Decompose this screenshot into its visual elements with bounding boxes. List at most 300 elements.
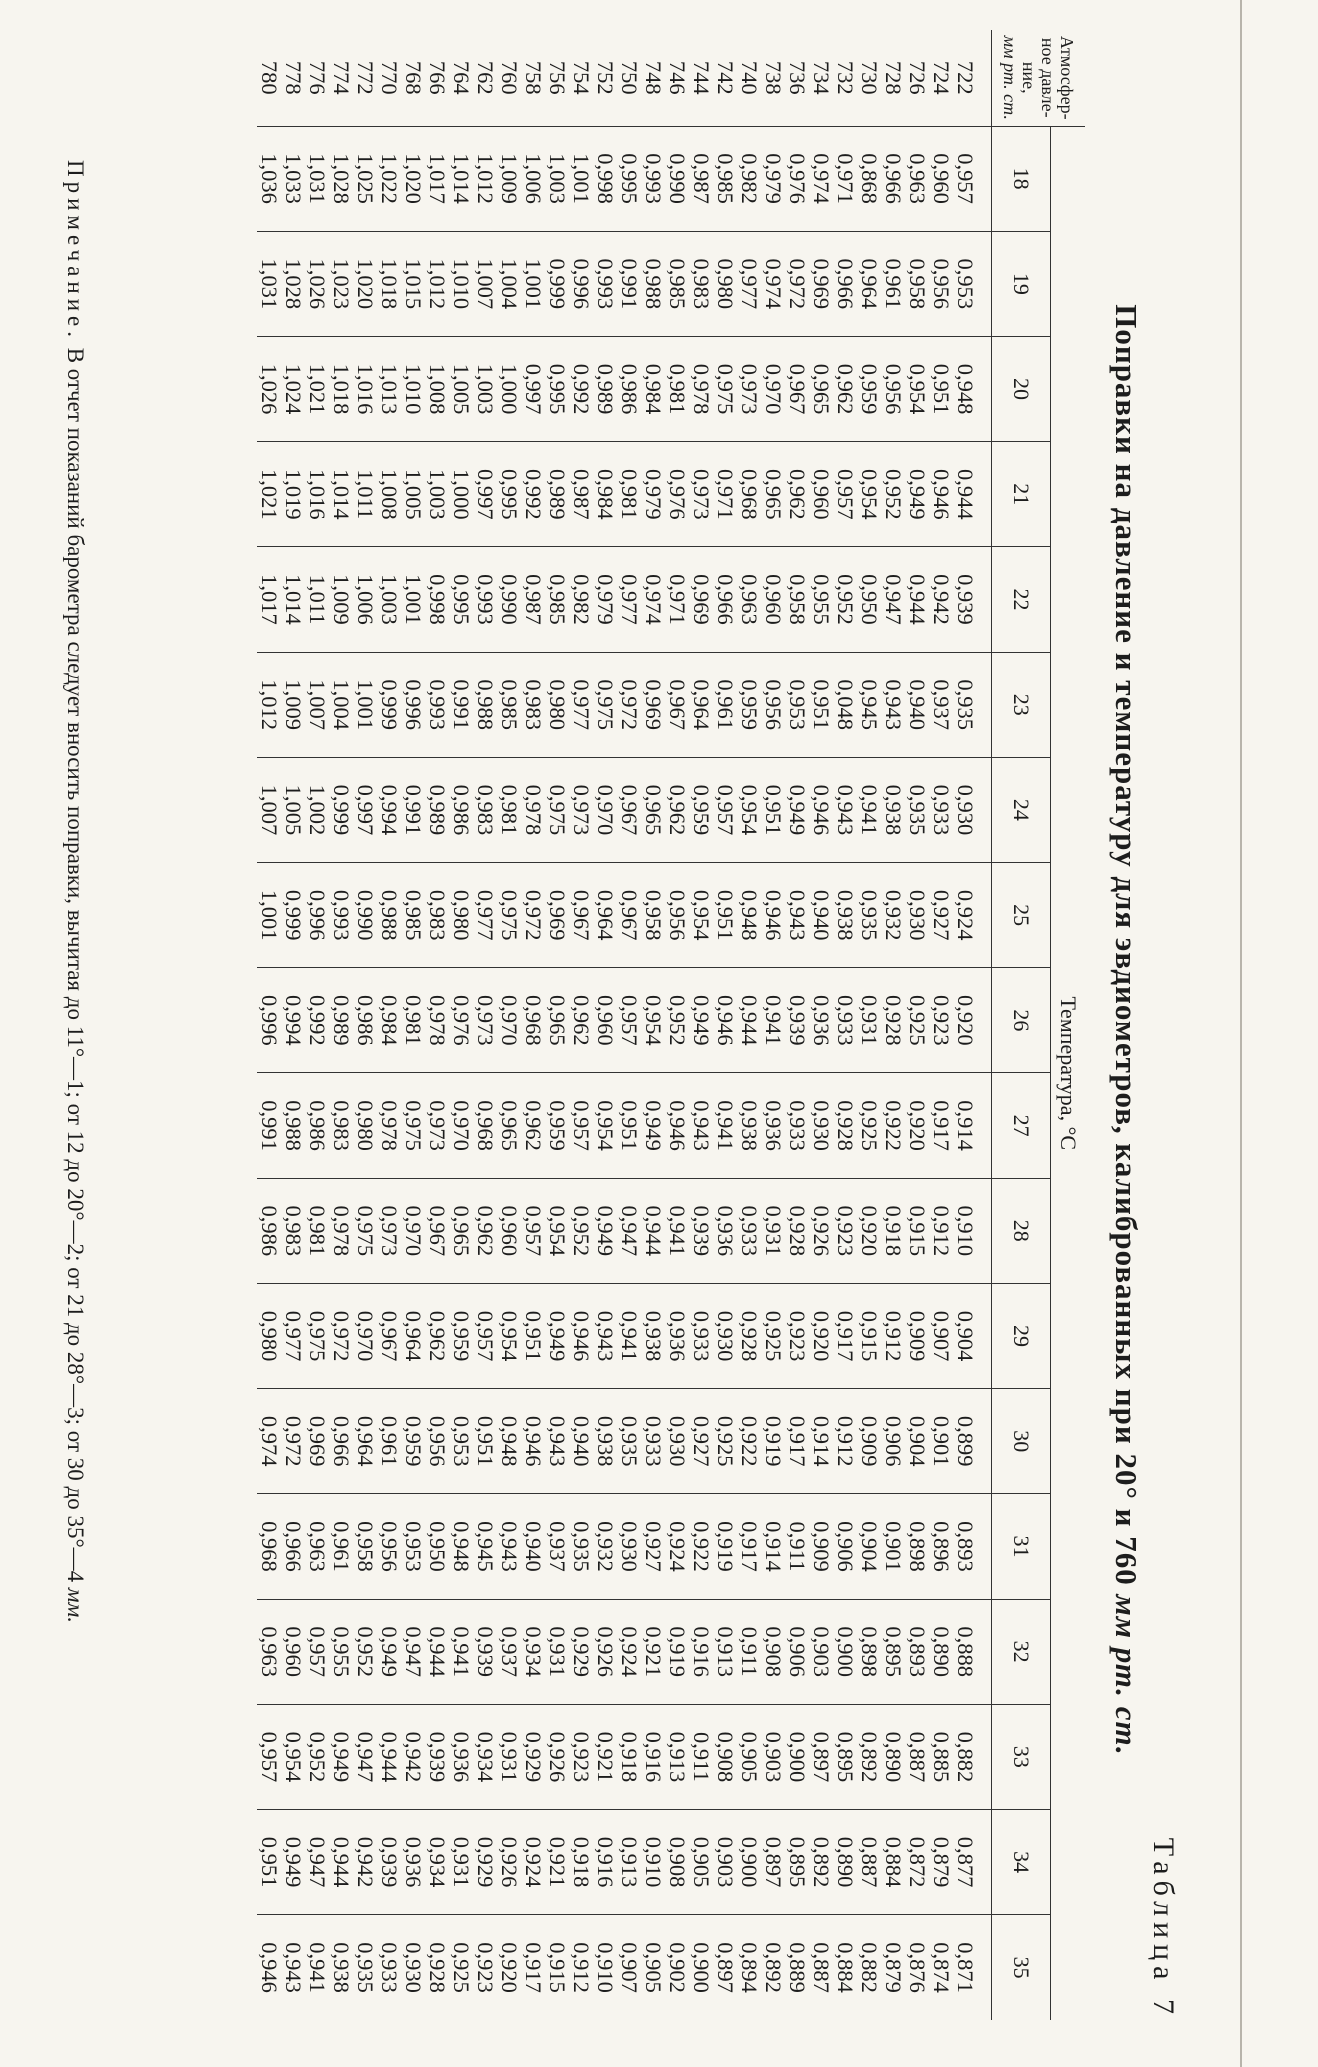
- factor-cell: 0,949: [689, 968, 713, 1073]
- factor-cell: 0,971: [833, 126, 857, 231]
- factor-cell: 1,009: [497, 126, 521, 231]
- factor-cell: 0,960: [761, 547, 785, 652]
- table-row: [665, 30, 689, 2020]
- factor-cell: 0,951: [809, 652, 833, 757]
- factor-cell: 0,966: [713, 547, 737, 652]
- factor-cell: 1,001: [353, 652, 377, 757]
- factor-cell: 0,957: [473, 1283, 497, 1388]
- factor-cell: 0,924: [665, 1494, 689, 1599]
- factor-cell: 1,018: [377, 231, 401, 336]
- pressure-cell: 726: [905, 30, 929, 126]
- table-row: [377, 30, 401, 2020]
- factor-cell: 0,918: [569, 1810, 593, 1915]
- factor-cell: 0,894: [737, 1942, 762, 1993]
- factor-cell: 0,965: [641, 757, 665, 862]
- factor-cell: 0,939: [953, 547, 992, 652]
- factor-cell: 1,002: [305, 757, 329, 862]
- factor-cell: 0,957: [305, 1599, 329, 1704]
- factor-cell: 0,941: [761, 968, 785, 1073]
- factor-cell: 0,964: [353, 1389, 377, 1494]
- factor-cell: 1,005: [281, 757, 305, 862]
- factor-cell: 0,986: [257, 1178, 281, 1283]
- factor-cell: 0,954: [905, 336, 929, 441]
- factor-cell: 0,940: [809, 863, 833, 968]
- factor-cell: 0,915: [545, 1942, 570, 1993]
- factor-cell: 0,981: [665, 336, 689, 441]
- factor-cell: 1,003: [425, 442, 449, 547]
- factor-cell: 0,993: [473, 547, 497, 652]
- factor-cell: 0,988: [377, 863, 401, 968]
- factor-cell: 0,938: [737, 1073, 761, 1178]
- factor-cell: 0,975: [497, 863, 521, 968]
- factor-cell: 0,899: [953, 1389, 992, 1494]
- factor-cell: 0,929: [521, 1704, 545, 1809]
- factor-cell: 0,906: [833, 1494, 857, 1599]
- factor-cell: 1,001: [257, 863, 281, 968]
- factor-cell: 0,924: [953, 863, 992, 968]
- factor-cell: 0,935: [353, 1942, 378, 1993]
- factor-cell: 0,941: [305, 1942, 330, 1993]
- factor-cell: 0,998: [593, 126, 617, 231]
- factor-cell: 0,928: [737, 1283, 761, 1388]
- temperature-col-header: 33: [992, 1704, 1051, 1809]
- factor-cell: 0,945: [473, 1494, 497, 1599]
- factor-cell: 0,952: [665, 968, 689, 1073]
- factor-cell: 1,012: [473, 126, 497, 231]
- factor-cell: 1,016: [305, 442, 329, 547]
- factor-cell: 0,953: [449, 1389, 473, 1494]
- factor-cell: 0,879: [881, 1942, 906, 1993]
- factor-cell: 1,006: [353, 547, 377, 652]
- factor-cell: 0,946: [761, 863, 785, 968]
- pressure-cell: 728: [881, 30, 905, 126]
- pressure-cell: 756: [545, 30, 569, 126]
- factor-cell: 0,986: [449, 757, 473, 862]
- factor-cell: 1,023: [329, 231, 353, 336]
- factor-cell: 0,927: [689, 1389, 713, 1494]
- header-row-1: [1051, 30, 1086, 2020]
- factor-cell: 0,951: [929, 336, 953, 441]
- factor-cell: 0,914: [809, 1389, 833, 1494]
- factor-cell: 0,956: [665, 863, 689, 968]
- factor-cell: 0,911: [689, 1704, 713, 1809]
- factor-cell: 0,954: [545, 1178, 569, 1283]
- factor-cell: 0,885: [929, 1704, 953, 1809]
- factor-cell: 0,935: [857, 863, 881, 968]
- factor-cell: 0,950: [857, 547, 881, 652]
- factor-cell: 0,928: [833, 1073, 857, 1178]
- pressure-cell: 758: [521, 30, 545, 126]
- factor-cell: 1,009: [329, 547, 353, 652]
- pressure-cell: 730: [857, 30, 881, 126]
- factor-cell: 0,946: [521, 1389, 545, 1494]
- factor-cell: 0,919: [713, 1494, 737, 1599]
- factor-cell: 0,917: [833, 1283, 857, 1388]
- table-row: [593, 30, 617, 2020]
- factor-cell: 0,877: [953, 1810, 992, 1915]
- factor-cell: 0,909: [905, 1283, 929, 1388]
- factor-cell: 0,940: [569, 1389, 593, 1494]
- factor-cell: 0,953: [401, 1494, 425, 1599]
- factor-cell: 0,972: [617, 652, 641, 757]
- factor-cell: 0,965: [545, 968, 569, 1073]
- factor-cell: 0,942: [929, 547, 953, 652]
- factor-cell: 0,974: [641, 547, 665, 652]
- factor-cell: 0,966: [281, 1494, 305, 1599]
- table-number: Таблица 7: [1147, 1837, 1180, 2020]
- factor-cell: 0,916: [689, 1599, 713, 1704]
- factor-cell: 0,931: [497, 1704, 521, 1809]
- factor-cell: 0,969: [809, 231, 833, 336]
- factor-cell: 0,972: [521, 863, 545, 968]
- factor-cell: 0,879: [929, 1810, 953, 1915]
- factor-cell: 0,972: [281, 1389, 305, 1494]
- factor-cell: 0,908: [713, 1704, 737, 1809]
- factor-cell: 0,961: [377, 1389, 401, 1494]
- factor-cell: 1,001: [521, 231, 545, 336]
- factor-cell: 0,995: [449, 547, 473, 652]
- factor-cell: 0,941: [665, 1178, 689, 1283]
- factor-cell: 0,962: [473, 1178, 497, 1283]
- factor-cell: 0,906: [785, 1599, 809, 1704]
- factor-cell: 0,962: [665, 757, 689, 862]
- factor-cell: 1,015: [401, 231, 425, 336]
- factor-cell: 0,919: [761, 1389, 785, 1494]
- temperature-col-header: 30: [992, 1389, 1051, 1494]
- factor-cell: 0,983: [521, 652, 545, 757]
- pressure-cell: 776: [305, 30, 329, 126]
- table-row: [857, 30, 881, 2020]
- pressure-cell: 780: [257, 30, 281, 126]
- factor-cell: 1,019: [281, 442, 305, 547]
- factor-cell: 0,927: [929, 863, 953, 968]
- factor-cell: 0,962: [785, 442, 809, 547]
- factor-cell: 0,931: [761, 1178, 785, 1283]
- factor-cell: 0,934: [521, 1599, 545, 1704]
- factor-cell: 0,962: [569, 968, 593, 1073]
- factor-cell: 0,967: [425, 1178, 449, 1283]
- factor-cell: 0,993: [593, 231, 617, 336]
- factor-cell: 0,956: [761, 652, 785, 757]
- factor-cell: 0,999: [545, 231, 569, 336]
- factor-cell: 0,979: [641, 442, 665, 547]
- factor-cell: 0,943: [881, 652, 905, 757]
- factor-cell: 0,923: [929, 968, 953, 1073]
- factor-cell: 0,968: [737, 442, 761, 547]
- factor-cell: 0,953: [785, 652, 809, 757]
- temperature-col-header: 29: [992, 1283, 1051, 1388]
- factor-cell: 0,952: [569, 1178, 593, 1283]
- factor-cell: 1,010: [401, 336, 425, 441]
- factor-cell: 1,001: [569, 126, 593, 231]
- pressure-cell: 774: [329, 30, 353, 126]
- factor-cell: 0,901: [929, 1389, 953, 1494]
- pressure-cell: 778: [281, 30, 305, 126]
- factor-cell: 0,980: [545, 652, 569, 757]
- factor-cell: 0,971: [713, 442, 737, 547]
- table-row: [641, 30, 665, 2020]
- factor-cell: 0,994: [281, 968, 305, 1073]
- factor-cell: 0,925: [905, 968, 929, 1073]
- pressure-cell: 742: [713, 30, 737, 126]
- factor-cell: 0,980: [257, 1283, 281, 1388]
- factor-cell: 0,946: [569, 1283, 593, 1388]
- factor-cell: 0,990: [497, 547, 521, 652]
- factor-cell: 0,991: [449, 652, 473, 757]
- pressure-cell: 750: [617, 30, 641, 126]
- factor-cell: 0,949: [593, 1178, 617, 1283]
- factor-cell: 1,018: [329, 336, 353, 441]
- factor-cell: 0,954: [641, 968, 665, 1073]
- factor-cell: 0,936: [713, 1178, 737, 1283]
- factor-cell: 0,932: [881, 863, 905, 968]
- factor-cell: 0,970: [401, 1178, 425, 1283]
- factor-cell: 0,923: [785, 1283, 809, 1388]
- factor-cell: 0,974: [257, 1389, 281, 1494]
- factor-cell: 0,988: [473, 652, 497, 757]
- factor-cell: 0,951: [473, 1389, 497, 1494]
- factor-cell: 0,941: [857, 757, 881, 862]
- factor-cell: 0,956: [929, 231, 953, 336]
- factor-cell: 0,933: [689, 1283, 713, 1388]
- factor-cell: 0,972: [329, 1283, 353, 1388]
- factor-cell: 0,908: [665, 1810, 689, 1915]
- factor-cell: 1,026: [305, 231, 329, 336]
- factor-cell: 0,963: [257, 1599, 281, 1704]
- table-row: [401, 30, 425, 2020]
- factor-cell: 0,990: [353, 863, 377, 968]
- factor-cell: 0,925: [449, 1942, 474, 1993]
- table-row: [881, 30, 905, 2020]
- factor-cell: 0,929: [569, 1599, 593, 1704]
- factor-cell: 1,001: [401, 547, 425, 652]
- factor-cell: 0,944: [953, 442, 992, 547]
- factor-cell: 1,000: [449, 442, 473, 547]
- factor-cell: 1,009: [281, 652, 305, 757]
- factor-cell: 1,010: [449, 231, 473, 336]
- factor-cell: 0,959: [737, 652, 761, 757]
- factor-cell: 0,941: [449, 1599, 473, 1704]
- factor-cell: 1,014: [449, 126, 473, 231]
- factor-cell: 0,973: [689, 442, 713, 547]
- factor-cell: 0,930: [713, 1283, 737, 1388]
- factor-cell: 0,997: [473, 442, 497, 547]
- factor-cell: 0,975: [593, 652, 617, 757]
- factor-cell: 0,949: [545, 1283, 569, 1388]
- factor-cell: 0,905: [737, 1704, 761, 1809]
- factor-cell: 0,947: [353, 1704, 377, 1809]
- factor-cell: 0,958: [905, 231, 929, 336]
- factor-cell: 0,969: [305, 1389, 329, 1494]
- factor-cell: 1,014: [281, 547, 305, 652]
- factor-cell: 1,003: [473, 336, 497, 441]
- factor-cell: 1,031: [305, 126, 329, 231]
- factor-cell: 0,918: [881, 1178, 905, 1283]
- factor-cell: 0,946: [713, 968, 737, 1073]
- factor-cell: 0,930: [809, 1073, 833, 1178]
- factor-cell: 0,962: [521, 1073, 545, 1178]
- temperature-row: [992, 30, 1051, 2020]
- factor-cell: 0,925: [761, 1283, 785, 1388]
- factor-cell: 0,909: [857, 1389, 881, 1494]
- factor-cell: 0,951: [617, 1073, 641, 1178]
- table-row: [353, 30, 377, 2020]
- table-title: [1108, 10, 1144, 2050]
- factor-cell: 0,976: [785, 126, 809, 231]
- pressure-cell: 768: [401, 30, 425, 126]
- factor-cell: 1,008: [377, 442, 401, 547]
- factor-cell: 0,943: [545, 1389, 569, 1494]
- factor-cell: 0,920: [809, 1283, 833, 1388]
- factor-cell: 0,931: [449, 1810, 473, 1915]
- factor-cell: 0,908: [761, 1599, 785, 1704]
- factor-cell: 0,957: [569, 1073, 593, 1178]
- factor-cell: 0,985: [545, 547, 569, 652]
- factor-cell: 0,974: [809, 126, 833, 231]
- factor-cell: 1,012: [425, 231, 449, 336]
- factor-cell: 0,975: [353, 1178, 377, 1283]
- factor-cell: 0,901: [881, 1494, 905, 1599]
- temperature-col-header: 20: [992, 336, 1051, 441]
- factor-cell: 0,912: [881, 1283, 905, 1388]
- factor-cell: 1,000: [497, 336, 521, 441]
- factor-cell: 0,977: [569, 652, 593, 757]
- pressure-cell: 746: [665, 30, 689, 126]
- factor-cell: 0,931: [857, 968, 881, 1073]
- factor-cell: 0,973: [569, 757, 593, 862]
- factor-cell: 0,959: [449, 1283, 473, 1388]
- factor-cell: 0,970: [593, 757, 617, 862]
- factor-cell: 0,979: [761, 126, 785, 231]
- factor-cell: 0,939: [785, 968, 809, 1073]
- table-row: [545, 30, 569, 2020]
- factor-cell: 0,903: [809, 1599, 833, 1704]
- factor-cell: 0,938: [833, 863, 857, 968]
- factor-cell: 0,957: [521, 1178, 545, 1283]
- factor-cell: 0,941: [713, 1073, 737, 1178]
- factor-cell: 0,957: [953, 126, 992, 231]
- factor-cell: 0,973: [377, 1178, 401, 1283]
- factor-cell: 0,920: [905, 1073, 929, 1178]
- factor-cell: 0,996: [401, 652, 425, 757]
- factor-cell: 0,953: [953, 231, 992, 336]
- factor-cell: 0,970: [449, 1073, 473, 1178]
- factor-cell: 0,897: [713, 1942, 738, 1993]
- factor-cell: 0,995: [497, 442, 521, 547]
- factor-cell: 0,961: [329, 1494, 353, 1599]
- factor-cell: 0,904: [953, 1283, 992, 1388]
- factor-cell: 0,937: [545, 1494, 569, 1599]
- factor-cell: 0,911: [737, 1599, 761, 1704]
- temperature-col-header: 28: [992, 1178, 1051, 1283]
- factor-cell: 0,922: [881, 1073, 905, 1178]
- factor-cell: 1,017: [257, 547, 281, 652]
- factor-cell: 0,966: [881, 126, 905, 231]
- factor-cell: 1,011: [353, 442, 377, 547]
- factor-cell: 0,960: [497, 1178, 521, 1283]
- pressure-cell: 738: [761, 30, 785, 126]
- factor-cell: 0,984: [377, 968, 401, 1073]
- factor-cell: 0,914: [761, 1494, 785, 1599]
- factor-cell: 0,940: [521, 1494, 545, 1599]
- factor-cell: 0,973: [473, 968, 497, 1073]
- factor-cell: 0,905: [689, 1810, 713, 1915]
- factor-cell: 0,936: [449, 1704, 473, 1809]
- table-row: [257, 30, 281, 2020]
- table-row: [569, 30, 593, 2020]
- factor-cell: 0,973: [425, 1073, 449, 1178]
- factor-cell: 0,963: [737, 547, 761, 652]
- factor-cell: 0,952: [353, 1599, 377, 1704]
- factor-cell: 0,967: [569, 863, 593, 968]
- factor-cell: 0,970: [497, 968, 521, 1073]
- factor-cell: 0,882: [857, 1942, 882, 1993]
- factor-cell: 0,957: [713, 757, 737, 862]
- factor-cell: 0,938: [329, 1942, 354, 1993]
- table-row: [449, 30, 473, 2020]
- factor-cell: 0,895: [881, 1599, 905, 1704]
- factor-cell: 0,913: [713, 1599, 737, 1704]
- factor-cell: 0,984: [593, 442, 617, 547]
- factor-cell: 0,987: [569, 442, 593, 547]
- pressure-cell: 724: [929, 30, 953, 126]
- factor-cell: 0,933: [737, 1178, 761, 1283]
- factor-cell: 0,948: [449, 1494, 473, 1599]
- factor-cell: 0,981: [305, 1178, 329, 1283]
- temperature-col-header: 24: [992, 757, 1051, 862]
- factor-cell: 0,987: [521, 547, 545, 652]
- factor-cell: 0,943: [833, 757, 857, 862]
- factor-cell: 0,987: [689, 126, 713, 231]
- factor-cell: 0,978: [425, 968, 449, 1073]
- factor-cell: 0,954: [689, 863, 713, 968]
- pressure-cell: 734: [809, 30, 833, 126]
- pressure-cell: 764: [449, 30, 473, 126]
- factor-cell: 0,915: [857, 1283, 881, 1388]
- pressure-cell: 772: [353, 30, 377, 126]
- factor-cell: 1,014: [329, 442, 353, 547]
- factor-cell: 0,948: [737, 863, 761, 968]
- factor-cell: 0,986: [305, 1073, 329, 1178]
- factor-cell: 0,888: [953, 1599, 992, 1704]
- factor-cell: 0,958: [641, 863, 665, 968]
- factor-cell: 0,960: [593, 968, 617, 1073]
- factor-cell: 1,005: [401, 442, 425, 547]
- factor-cell: 0,975: [545, 757, 569, 862]
- factor-cell: 1,003: [377, 547, 401, 652]
- pressure-cell: 752: [593, 30, 617, 126]
- temperature-col-header: 31: [992, 1494, 1051, 1599]
- factor-cell: 0,913: [665, 1704, 689, 1809]
- factor-cell: 0,896: [929, 1494, 953, 1599]
- factor-cell: 0,967: [617, 863, 641, 968]
- factor-cell: 0,959: [689, 757, 713, 862]
- factor-cell: 0,958: [353, 1494, 377, 1599]
- factor-cell: 0,956: [425, 1389, 449, 1494]
- factor-cell: 0,968: [257, 1494, 281, 1599]
- factor-cell: 0,982: [569, 547, 593, 652]
- factor-cell: 0,905: [641, 1942, 666, 1993]
- factor-cell: 0,967: [665, 652, 689, 757]
- factor-cell: 1,021: [257, 442, 281, 547]
- factor-cell: 0,960: [809, 442, 833, 547]
- pressure-header-line1: Атмосфер-: [1057, 35, 1078, 120]
- factor-cell: 0,928: [881, 968, 905, 1073]
- factor-cell: 0,890: [929, 1599, 953, 1704]
- factor-cell: 0,969: [641, 652, 665, 757]
- factor-cell: 0,965: [449, 1178, 473, 1283]
- factor-cell: 1,020: [401, 126, 425, 231]
